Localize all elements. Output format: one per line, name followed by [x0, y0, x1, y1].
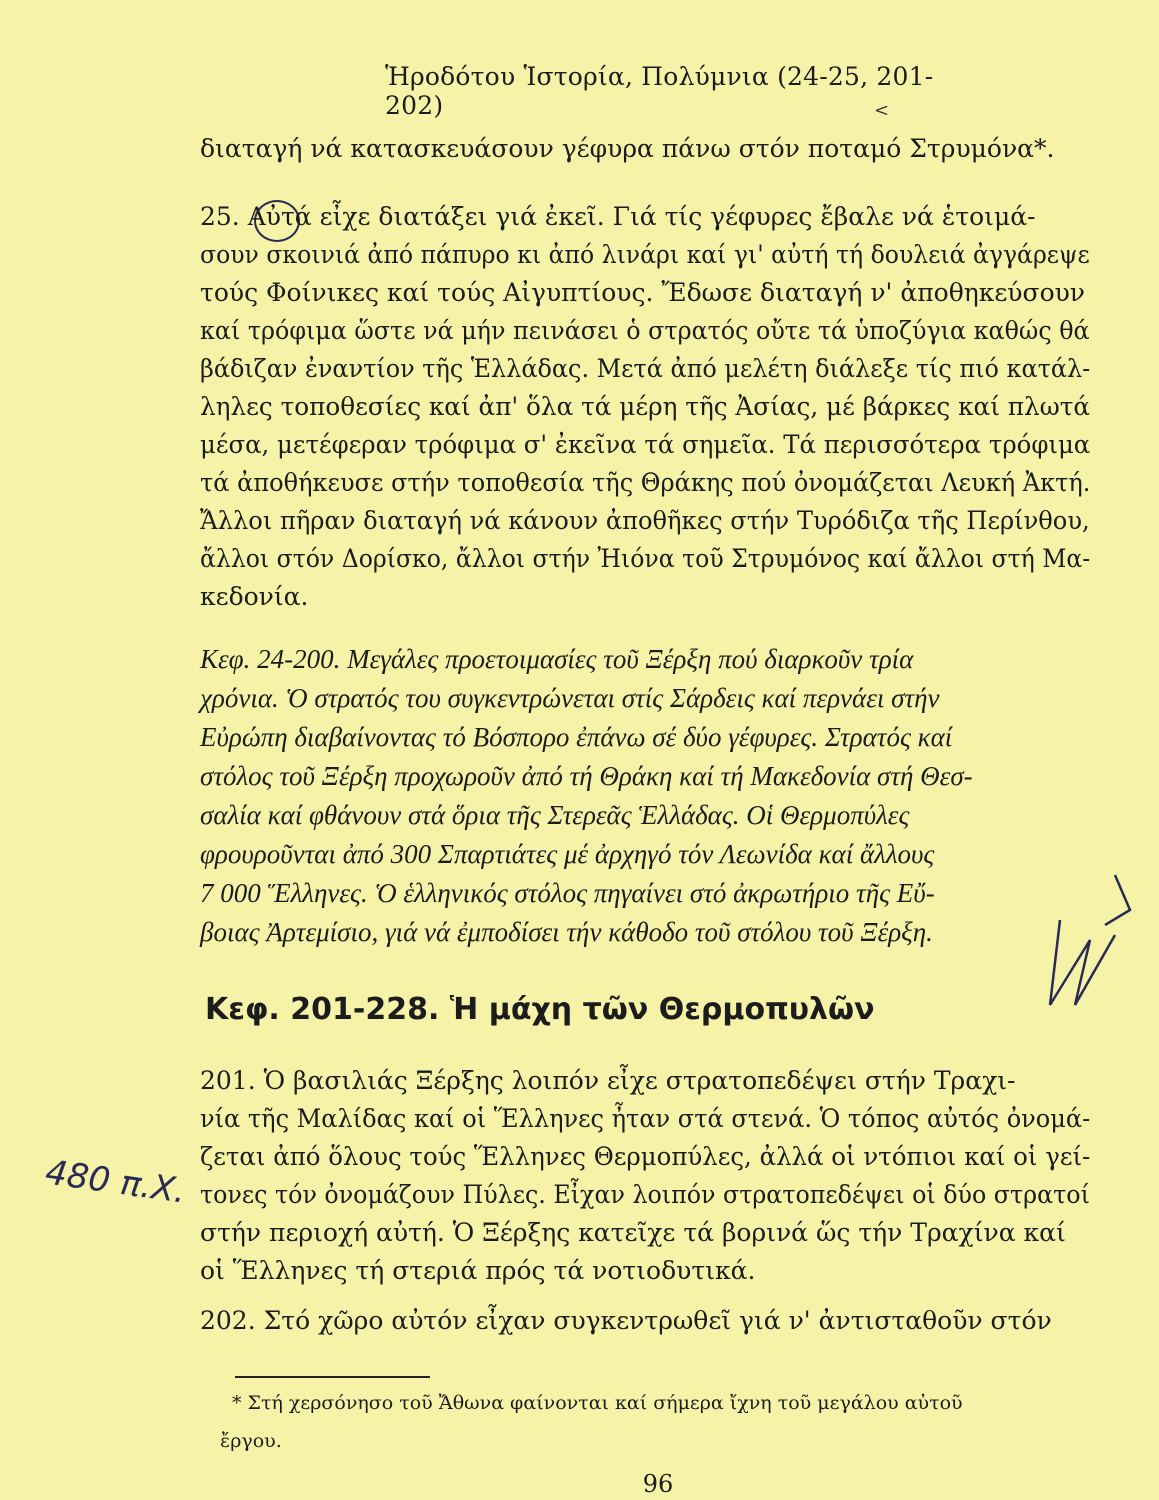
text-line: νία τῆς Μαλίδας καί οἱ Ἕλληνες ἦταν στά στενά. Ὁ τόπος αὐτός ὀνομά- [200, 1104, 1091, 1133]
text-line: καί τρόφιμα ὥστε νά μήν πεινάσει ὁ στρατός οὔτε τά ὑποζύγια καθώς θά [200, 316, 1090, 345]
text-line: ἔργου. [220, 1430, 282, 1452]
text-line: Κεφ. 24-200. Μεγάλες προετοιμασίες τοῦ Ξέρξη πού διαρκοῦν τρία [200, 644, 914, 674]
text-line: μέσα, μετέφεραν τρόφιμα σ' ἐκεῖνα τά σημεῖα. Τά περισσότερα τρόφιμα [200, 430, 1091, 459]
text-line: βοιας Ἀρτεμίσιο, γιά νά ἐμποδίσει τήν κάθοδο τοῦ στόλου τοῦ Ξέρξη. [200, 917, 933, 947]
text-line: 7 000 Ἕλληνες. Ὁ ἑλληνικός στόλος πηγαίνει στό ἀκρωτήριο τῆς Εὔ- [200, 878, 935, 908]
text-line: τά ἀποθήκευσε στήν τοποθεσία τῆς Θράκης πού ὀνομάζεται Λευκή Ἀκτή. [200, 468, 1091, 497]
footnote-divider [235, 1376, 430, 1378]
text-line: χρόνια. Ὁ στρατός του συγκεντρώνεται στίς Σάρδεις καί περνάει στήν [200, 683, 940, 713]
text-line: βάδιζαν ἐναντίον τῆς Ἑλλάδας. Μετά ἀπό μελέτη διάλεξε τίς πιό κατάλ- [200, 354, 1091, 383]
handwritten-margin-note: 480 π.Χ. [42, 1152, 189, 1212]
text-line: οἱ Ἕλληνες τή στεριά πρός τά νοτιοδυτικά. [200, 1256, 756, 1285]
paragraph-25 [200, 198, 1090, 616]
section-heading: Κεφ. 201-228. Ἡ μάχη τῶν Θερμοπυλῶν [205, 992, 875, 1027]
text-line: τούς Φοίνικες καί τούς Αἰγυπτίους. Ἔδωσε διαταγή ν' ἀποθηκεύσουν [200, 278, 1086, 307]
text-line: φρουροῦνται ἀπό 300 Σπαρτιάτες μέ ἀρχηγό τόν Λεωνίδα καί ἄλλους [200, 839, 935, 869]
page-number: 96 [642, 1470, 674, 1498]
text-line: * Στή χερσόνησο τοῦ Ἄθωνα φαίνονται καί σήμερα ἴχνη τοῦ μεγάλου αὐτοῦ [232, 1392, 963, 1414]
text-line: στήν περιοχή αὐτή. Ὁ Ξέρξης κατεῖχε τά βορινά ὥς τήν Τραχίνα καί [200, 1218, 1066, 1247]
footnote [220, 1384, 1102, 1460]
text-line: κεδονία. [200, 582, 309, 611]
text-line: Ἄλλοι πῆραν διαταγή νά κάνουν ἀποθῆκες στήν Τυρόδιζα τῆς Περίνθου, [200, 506, 1090, 535]
text-line: ἄλλοι στόν Δορίσκο, ἄλλοι στήν Ἠιόνα τοῦ Στρυμόνος καί ἄλλοι στή Μα- [200, 544, 1091, 573]
text-line: διαταγή νά κατασκευάσουν γέφυρα πάνω στόν ποταμό Στρυμόνα*. [200, 134, 1055, 163]
text-line: τονες τόν ὀνομάζουν Πύλες. Εἶχαν λοιπόν στρατοπεδέψει οἱ δύο στρατοί [200, 1180, 1090, 1209]
paragraph-continuation [200, 130, 1090, 168]
text-line: Εὐρώπη διαβαίνοντας τό Βόσπορο ἐπάνω σέ δύο γέφυρες. Στρατός καί [200, 722, 953, 752]
text-line: 201. Ὁ βασιλιάς Ξέρξης λοιπόν εἶχε στρατοπεδέψει στήν Τραχι- [200, 1066, 1016, 1095]
text-line: σαλία καί φθάνουν στά ὅρια τῆς Στερεᾶς Ἑλλάδας. Οἱ Θερμοπύλες [200, 800, 910, 830]
text-line: 202. Στό χῶρο αὐτόν εἶχαν συγκεντρωθεῖ γιά ν' ἀντισταθοῦν στόν [200, 1306, 1052, 1335]
text-line: ζεται ἀπό ὅλους τούς Ἕλληνες Θερμοπύλες, ἀλλά οἱ ντόπιοι καί οἱ γεί- [200, 1142, 1091, 1171]
text-line: σουν σκοινιά ἀπό πάπυρο κι ἀπό λινάρι καί γι' αὐτή τή δουλειά ἀγγάρεψε [200, 240, 1090, 269]
running-header: Ἡροδότου Ἱστορία, Πολύμνια (24-25, 201-202) [385, 62, 934, 120]
chapter-summary [200, 640, 1090, 952]
paragraph-202 [200, 1302, 1090, 1340]
header-pen-mark: < [874, 100, 890, 121]
text-line: 25. Αὐτά εἶχε διατάξει γιά ἐκεῖ. Γιά τίς γέφυρες ἔβαλε νά ἑτοιμά- [200, 202, 1036, 231]
text-line: στόλος τοῦ Ξέρξη προχωροῦν ἀπό τή Θράκη καί τή Μακεδονία στή Θεσ- [200, 761, 973, 791]
text-line: ληλες τοποθεσίες καί ἀπ' ὅλα τά μέρη τῆς Ἀσίας, μέ βάρκες καί πλωτά [200, 392, 1091, 421]
paragraph-201 [200, 1062, 1090, 1290]
